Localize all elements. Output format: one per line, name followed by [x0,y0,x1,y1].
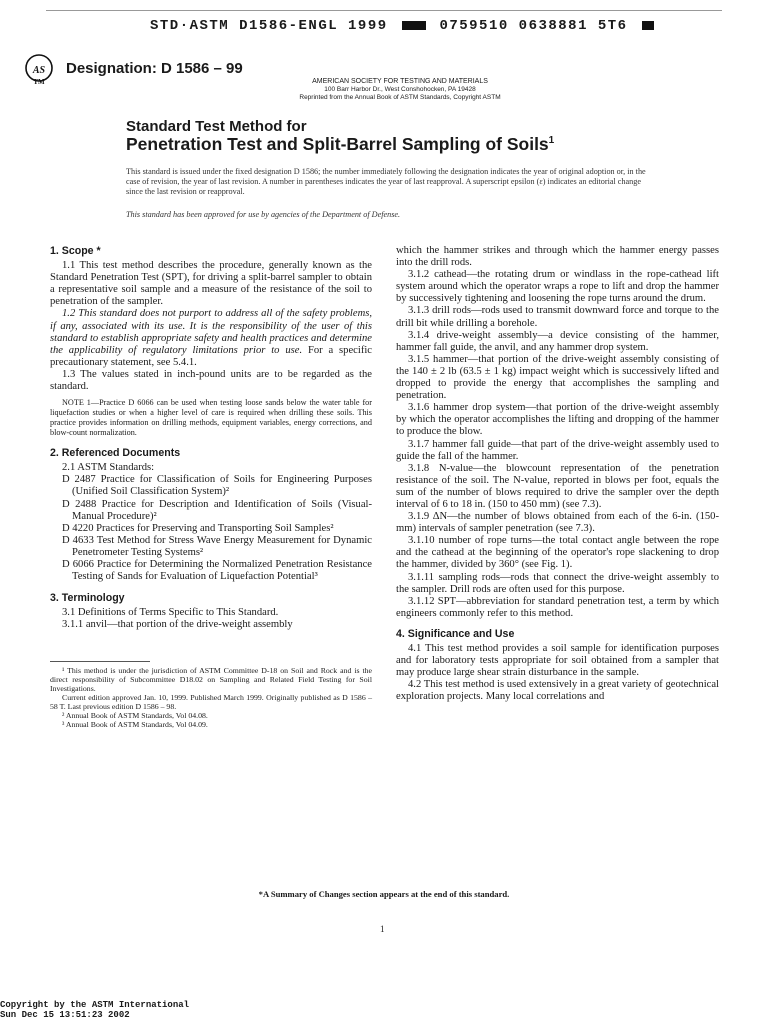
paragraph-2-1: 2.1 ASTM Standards: [62,462,155,474]
safety-statement: 1.2 This standard does not purport to address all of the safety problems, if any, associated with its use. It is the responsibility of the user of this standard to establish appropriate safety and health practices and determine the applicability of regulatory limitations prior to use. [50,308,372,356]
paragraph-3-1-1: 3.1.1 anvil—that portion of the drive-weight assembly [62,619,293,631]
definition: 3.1.2 cathead—the rotating drum or windlass in the rope-cathead lift system around which the operator wraps a rope to lift and drop the hammer by successively tightening and loosening the rope turns around the drum. [396,269,719,305]
copyright-stamp [0,1000,189,1020]
title-text: Penetration Test and Split-Barrel Sampling of Soils [126,134,549,154]
definition: 3.1.10 number of rope turns—the total contact angle between the rope and the cathead at the beginning of the operator's rope slackening to drop the hammer, divided by 360° (see Fig. 1). [396,535,719,571]
definition: 3.1.7 hammer fall guide—that part of the drive-weight assembly used to guide the fall of the hammer. [396,438,719,462]
copyright-text: Copyright by the ASTM International [0,1000,190,1010]
footnote: ¹ This method is under the jurisdiction of ASTM Committee D-18 on Soil and Rock and is the direct responsibility of Subcommittee D18.02 on Sampling and Related Field Testing for Soil Investigations. [50,666,372,694]
society-address: 100 Barr Harbor Dr., West Conshohocken, PA 19428 [324,86,476,93]
standard-code-line [150,18,658,34]
redaction-block [402,21,426,30]
terminology-heading: 3. Terminology [50,592,125,605]
paragraph-1-2 [50,308,372,368]
title-footnote-mark: 1 [548,135,555,147]
reference-item: D 6066 Practice for Determining the Normalized Penetration Resistance Testing of Sands for Evaluation of Liquefaction Potential³ [62,558,372,583]
svg-text:TM: TM [33,78,45,86]
definition: 3.1.6 hammer drop system—that portion of the drive-weight assembly by which the operator accomplishes the lifting and dropping of the hammer to produce the blow. [396,402,719,438]
paragraph-4-1: 4.1 This test method provides a soil sample for identification purposes and for laboratory tests appropriate for soil obtained from a sampler that may produce large shear strain disturbance in the sample. [396,643,719,679]
title-line-1: Standard Test Method for [126,118,307,135]
definition: 3.1.12 SPT—abbreviation for standard penetration test, a term by which engineers commonly refer to this method. [396,595,719,619]
issued-notice: This standard is issued under the fixed designation D 1586; the number immediately following the designation indicates the year of original adoption or, in the case of revision, the year of last revision. A number in parentheses indicates the year of last reapproval. A superscript epsilon (ε) indicates an editorial change since the last revision or reapproval. [126,167,646,196]
footnote: Current edition approved Jan. 10, 1999. Published March 1999. Originally published as D 1586 – 58 T. Last previous edition D 1586 – 98. [50,693,372,712]
continued-text: which the hammer strikes and through which the hammer energy passes into the drill rods. [396,245,719,269]
standard-code: STD·ASTM D1586-ENGL 1999 [150,18,388,34]
paragraph-1-1: 1.1 This test method describes the procedure, generally known as the Standard Penetration Test (SPT), for driving a split-barrel sampler to obtain a representative soil sample and a measure of the resistance of the soil to penetration of the sampler. [50,260,372,308]
footnote: ² Annual Book of ASTM Standards, Vol 04.08. [62,711,208,721]
definition: 3.1.8 N-value—the blowcount representation of the penetration resistance of the soil. The N-value, reported in blows per foot, equals the sum of the number of blows required to drive the sampler over the depth interval of 6 to 18 in. (150 to 450 mm) (see 7.3). [396,462,719,510]
scope-heading: 1. Scope * [50,245,101,257]
standard-number-1: 0759510 [439,18,509,34]
precaution-ref: For a specific precautionary statement, see 5.4.1. [50,344,372,368]
summary-of-changes-note: *A Summary of Changes section appears at the end of this standard. [258,889,510,899]
astm-logo-icon [24,52,54,86]
designation: Designation: D 1586 – 99 [66,60,243,77]
standard-number-2: 0638881 5T6 [518,18,628,34]
society-name: AMERICAN SOCIETY FOR TESTING AND MATERIALS [312,78,488,85]
paragraph-3-1: 3.1 Definitions of Terms Specific to This Standard. [62,607,279,619]
stamp-date: Sun Dec 15 13:51:23 2002 [0,1010,130,1020]
definition: 3.1.3 drill rods—rods used to transmit downward force and torque to the drill bit while drilling a borehole. [396,305,719,329]
significance-heading: 4. Significance and Use [396,627,515,640]
footnote: ³ Annual Book of ASTM Standards, Vol 04.09. [62,720,208,730]
reference-item: D 2487 Practice for Classification of Soils for Engineering Purposes (Unified Soil Classification System)² [62,474,372,498]
approval-notice: This standard has been approved for use by agencies of the Department of Defense. [126,210,401,219]
right-column [396,245,719,703]
redaction-block [642,21,654,30]
reference-item: D 2488 Practice for Description and Identification of Soils (Visual-Manual Procedure)² [62,498,372,522]
definition: 3.1.9 ΔN—the number of blows obtained from each of the 6-in. (150-mm) intervals of sampler penetration (see 7.3). [396,511,719,535]
society-block [240,78,560,102]
footnote-rule [50,661,150,662]
reference-item: D 4633 Test Method for Stress Wave Energy Measurement for Dynamic Penetrometer Testing Systems² [62,534,372,558]
title-line-2 [126,134,554,155]
paragraph-1-3: 1.3 The values stated in inch-pound units are to be regarded as the standard. [50,368,372,393]
referenced-documents-heading: 2. Referenced Documents [50,447,181,460]
left-column [50,240,372,729]
definition: 3.1.4 drive-weight assembly—a device consisting of the hammer, hammer fall guide, the anvil, and any hammer drop system. [396,329,719,353]
reference-item: D 4220 Practices for Preserving and Transporting Soil Samples² [62,522,334,534]
society-reprint: Reprinted from the Annual Book of ASTM Standards, Copyright ASTM [299,94,501,101]
definition: 3.1.5 hammer—that portion of the drive-weight assembly consisting of the 140 ± 2 lb (63.5 ± 1 kg) impact weight which is successively lifted and dropped to provide the energy that accomplishes the sampling and penetration. [396,353,719,402]
paragraph-4-2: 4.2 This test method is used extensively in a great variety of geotechnical exploration projects. Many local correlations and [396,679,719,703]
top-rule [46,10,722,11]
svg-text:AS: AS [32,65,46,76]
page-number: 1 [380,924,385,934]
definition: 3.1.11 sampling rods—rods that connect the drive-weight assembly to the sampler. Drill rods are often used for this purpose. [396,571,719,595]
note-1: NOTE 1—Practice D 6066 can be used when testing loose sands below the water table for liquefaction studies or when a higher level of care is required when drilling these soils. This practice provides information on drilling methods, equipment variables, energy corrections, and blow-count normalization. [50,398,372,438]
